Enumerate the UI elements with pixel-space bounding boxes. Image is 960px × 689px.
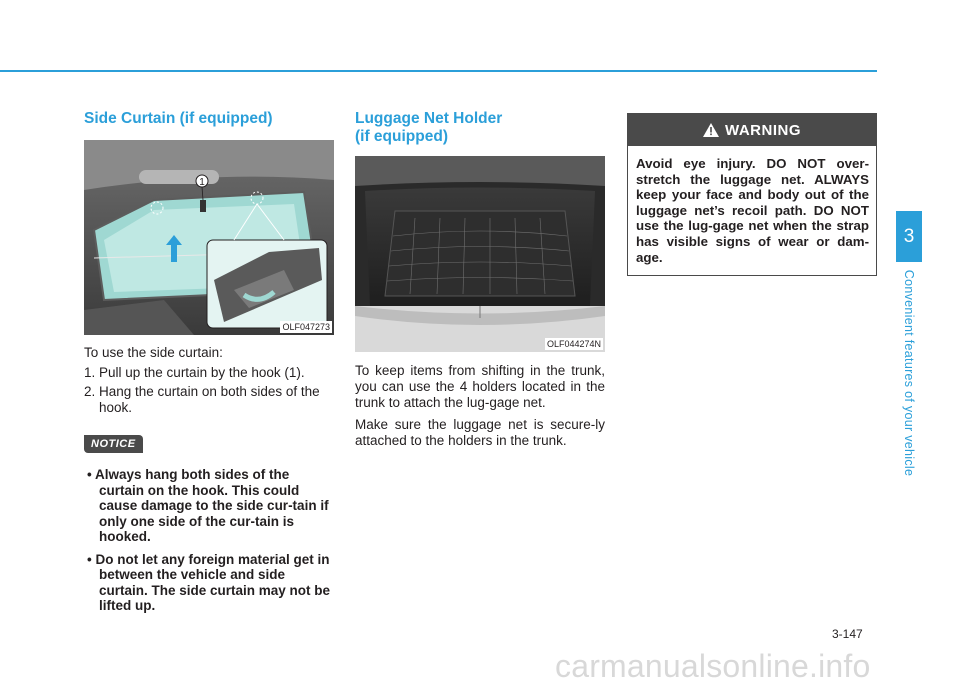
warning-header [628,114,876,146]
luggage-net-figure [355,156,605,352]
side-curtain-title: Side Curtain (if equipped) [84,110,273,127]
chapter-title: Convenient features of your vehicle [902,269,916,477]
figure-code: OLF047273 [282,322,330,332]
notice-item: • Always hang both sides of the curtain on the hook. This could cause damage to the side cur-tain if only one side of the cur-tain is hooked. [87,467,329,544]
step-item: 2. Hang the curtain on both sides of the hook. [84,384,320,415]
figure-code: OLF044274N [546,339,601,349]
luggage-net-title-line2: (if equipped) [355,128,448,145]
luggage-net-title-line1: Luggage Net Holder [355,110,503,127]
step-item: 1. Pull up the curtain by the hook (1). [84,365,305,380]
notice-list [84,467,334,614]
luggage-net-illustration [355,156,605,352]
chapter-tab: 3 [896,211,922,262]
warning-box [627,113,877,276]
warning-triangle-icon [703,123,719,137]
luggage-net-section [355,110,605,449]
luggage-net-para1: To keep items from shifting in the trunk, you can use the 4 holders located in the trunk to attach the lug-gage net. [355,363,605,410]
watermark: carmanualsonline.info [555,648,871,684]
page-number: 3-147 [832,627,863,641]
top-rule [0,70,877,72]
luggage-net-title [355,110,605,146]
warning-section [627,113,877,276]
side-curtain-illustration [84,140,334,335]
notice-badge: NOTICE [84,435,143,453]
luggage-net-para2: Make sure the luggage net is secure-ly attached to the holders in the trunk. [355,417,605,448]
side-curtain-figure [84,140,334,335]
notice-item: • Do not let any foreign material get in between the vehicle and side curtain. The side curtain may not be lifted up. [87,551,331,613]
warning-text: Avoid eye injury. DO NOT over-stretch the luggage net. ALWAYS keep your face and body out of the luggage net’s recoil path. DO NOT use the lug-gage net when the strap has visible signs of wear or dam-age. [636,156,869,265]
side-curtain-steps [84,365,334,416]
side-curtain-intro: To use the side curtain: [84,345,223,360]
warning-label: WARNING [725,121,801,139]
callout-1: 1 [199,177,205,188]
side-curtain-section [84,110,334,621]
